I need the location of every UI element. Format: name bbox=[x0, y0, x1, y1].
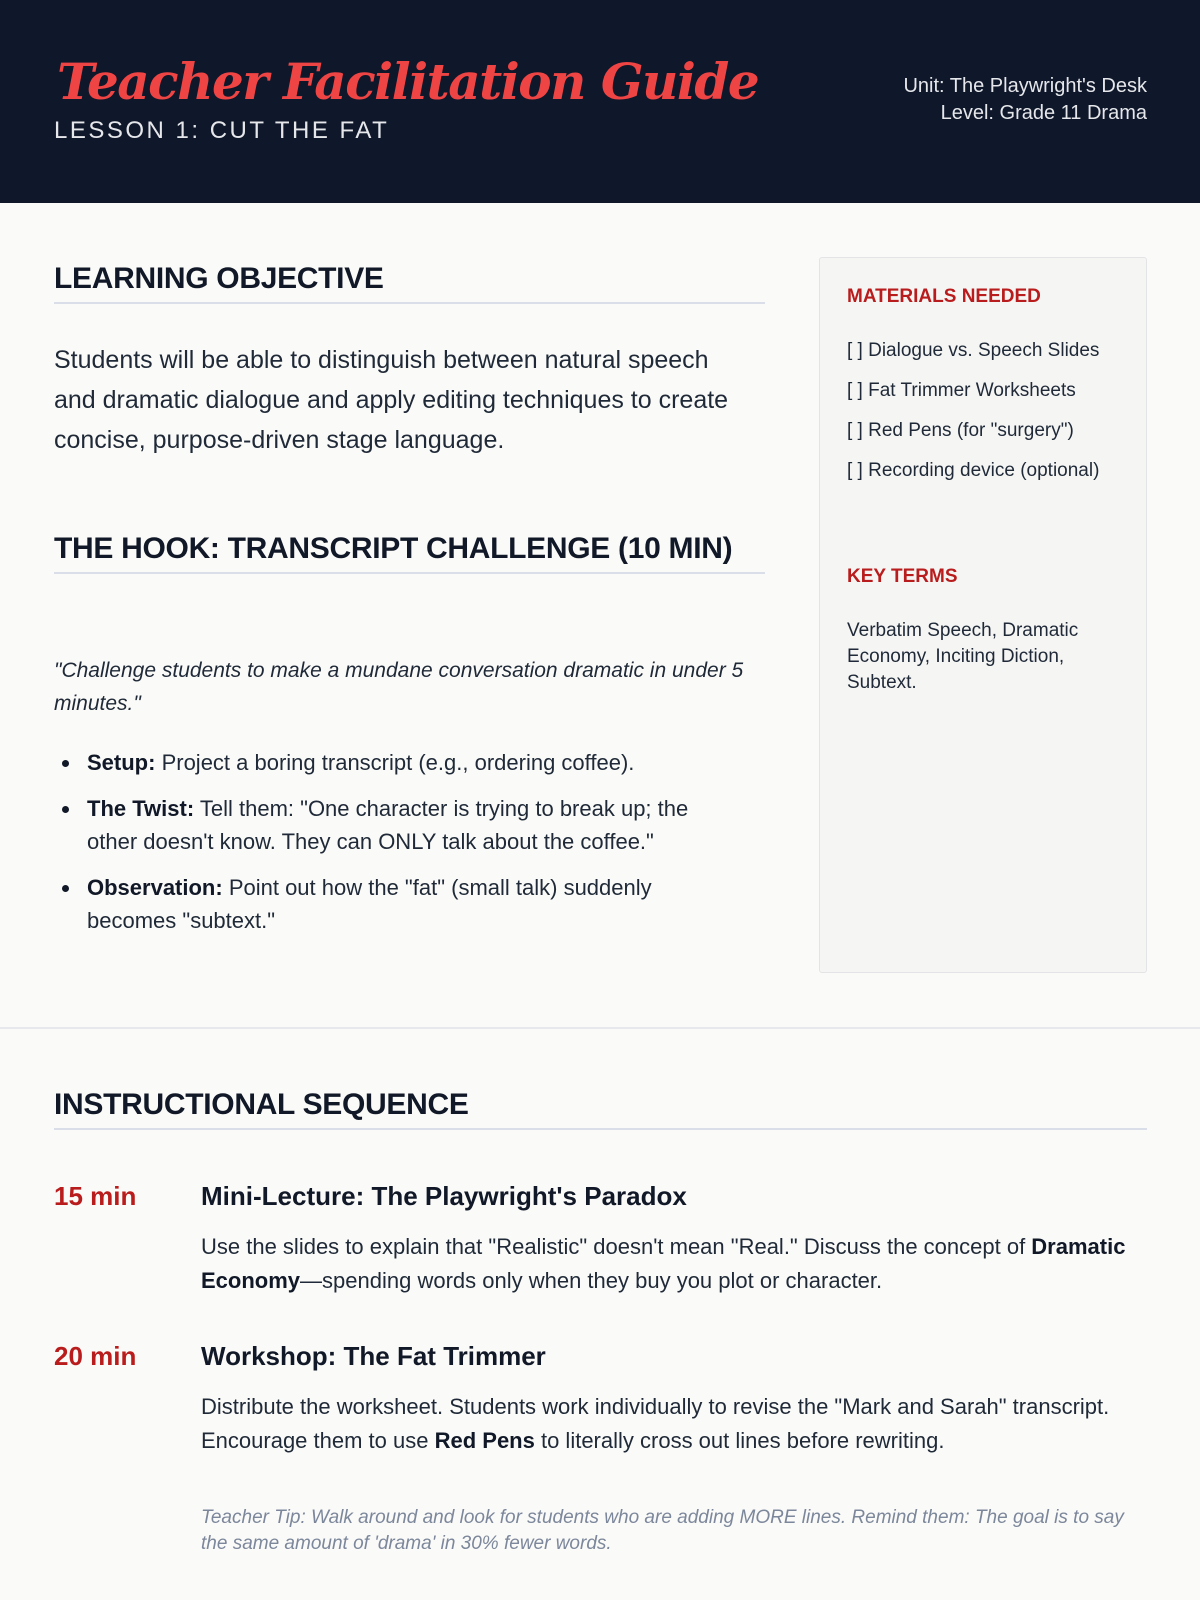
guide-title: Teacher Facilitation Guide bbox=[57, 52, 759, 111]
hook-quote: "Challenge students to make a mundane conversation dramatic in under 5 minutes." bbox=[54, 659, 744, 715]
objective-text: Students will be able to distinguish between natural speech and dramatic dialogue and apply editing techniques to create concise, purpose-driven stage language. bbox=[54, 346, 729, 454]
lesson-subtitle: LESSON 1: CUT THE FAT bbox=[54, 117, 390, 144]
materials-sidebar bbox=[819, 257, 1147, 973]
unit-label: Unit: The Playwright's Desk bbox=[903, 75, 1147, 97]
material-item: [ ] Fat Trimmer Worksheets bbox=[847, 380, 1076, 401]
key-terms-text: Verbatim Speech, Dramatic Economy, Inciting Diction, Subtext. bbox=[847, 620, 1079, 693]
step-description: Distribute the worksheet. Students work individually to revise the "Mark and Sarah" transcript. Encourage them to use Red Pens to literally cross out lines before rewriting. bbox=[201, 1394, 1110, 1453]
key-terms-heading: KEY TERMS bbox=[847, 566, 958, 587]
bullet-label: Observation: bbox=[87, 875, 223, 900]
bullet-text: Tell them: "One character is trying to break up; the other doesn't know. They can ONLY talk about the coffee." bbox=[87, 796, 689, 854]
step-time: 20 min bbox=[54, 1341, 137, 1371]
sequence-heading: INSTRUCTIONAL SEQUENCE bbox=[54, 1082, 1147, 1130]
page-header bbox=[0, 0, 1200, 203]
hook-steps-list bbox=[54, 746, 744, 950]
materials-heading: MATERIALS NEEDED bbox=[847, 286, 1041, 307]
bullet-text: Point out how the "fat" (small talk) suddenly becomes "subtext." bbox=[87, 875, 652, 933]
step-title: Workshop: The Fat Trimmer bbox=[201, 1341, 546, 1371]
material-item: [ ] Red Pens (for "surgery") bbox=[847, 420, 1074, 441]
list-item bbox=[54, 746, 744, 779]
bullet-label: Setup: bbox=[87, 750, 156, 775]
material-item: [ ] Dialogue vs. Speech Slides bbox=[847, 340, 1100, 361]
materials-list bbox=[847, 338, 1127, 498]
unit-meta bbox=[903, 73, 1147, 127]
bullet-label: The Twist: bbox=[87, 796, 195, 821]
level-label: Level: Grade 11 Drama bbox=[940, 102, 1147, 124]
section-divider bbox=[0, 1027, 1200, 1029]
material-item: [ ] Recording device (optional) bbox=[847, 460, 1100, 481]
step-title: Mini-Lecture: The Playwright's Paradox bbox=[201, 1181, 687, 1211]
teacher-tip: Teacher Tip: Walk around and look for students who are adding MORE lines. Remind them: The goal is to say the same amount of 'drama' in 30% fewer words. bbox=[201, 1507, 1124, 1554]
list-item bbox=[54, 792, 744, 858]
bullet-text: Project a boring transcript (e.g., ordering coffee). bbox=[155, 750, 635, 775]
step-time: 15 min bbox=[54, 1181, 137, 1211]
step-description: Use the slides to explain that "Realistic" doesn't mean "Real." Discuss the concept of Dramatic Economy—spending words only when they buy you plot or character. bbox=[201, 1234, 1126, 1293]
hook-heading: THE HOOK: TRANSCRIPT CHALLENGE (10 MIN) bbox=[54, 526, 765, 574]
list-item bbox=[54, 871, 744, 937]
objective-heading: LEARNING OBJECTIVE bbox=[54, 256, 765, 304]
